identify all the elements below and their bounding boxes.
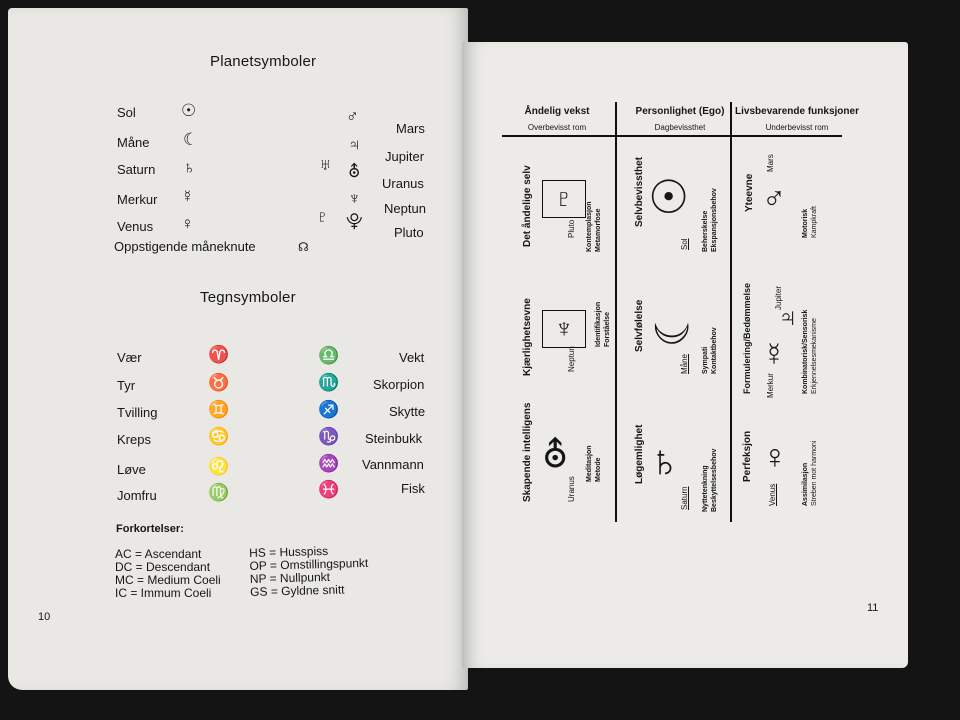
mercury-icon: ☿ (762, 336, 786, 372)
planet-symbols-title: Planetsymboler (210, 53, 317, 70)
cell-title: Perfeksjon (742, 430, 753, 482)
column-subtitle: Dagbevissthet (654, 123, 706, 132)
cell-title: Selvbevissthet (634, 156, 645, 227)
planet-label: Jupiter (774, 285, 783, 310)
abbreviation: IC = Immum Coeli (115, 586, 212, 600)
sagittarius-icon: ♐ (318, 400, 340, 419)
uranus-icon: ♅ (319, 155, 332, 174)
cell-keyword: Erkjennelsesmekanisme (811, 318, 818, 394)
cell-keyword: Kombinatorisk/Sensorisk (802, 309, 809, 394)
abbreviations-right (249, 544, 369, 599)
pluto-icon: ♇ (316, 207, 329, 226)
moon-icon: ☾ (183, 130, 199, 149)
cell-title: Skapende intelligens (522, 402, 533, 502)
leo-icon: ♌ (208, 457, 230, 476)
cell-keyword: Assimilasjon (802, 462, 809, 506)
cell-keyword: Motorisk (802, 208, 809, 238)
sun-icon: ☉ (181, 101, 197, 120)
planet-label: Pluto (567, 219, 576, 238)
capricorn-icon: ♑ (318, 427, 340, 446)
planet-label: Saturn (680, 486, 689, 510)
aquarius-icon: ♒ (318, 454, 340, 473)
uranus-icon: ⛢ (542, 434, 569, 475)
neptune-box-icon: ♆ (542, 310, 586, 348)
cell-keyword: Beskyttelsesbehov (711, 448, 718, 512)
jupiter-icon: ♃ (348, 135, 361, 154)
planet-label: Saturn (117, 162, 156, 177)
planet-label: Merkur (117, 192, 158, 207)
header-rule (502, 135, 842, 137)
sign-label: Tvilling (117, 405, 158, 420)
venus-icon: ♀ (181, 214, 194, 233)
jupiter-icon: ♃ (778, 302, 798, 332)
planet-label: Venus (117, 219, 154, 234)
abbreviation: AC = Ascendant (115, 547, 202, 561)
sign-label: Kreps (117, 432, 151, 447)
abbreviation: NP = Nullpunkt (249, 569, 331, 586)
right-page (462, 42, 908, 668)
scorpio-icon: ♏ (318, 373, 340, 392)
column-subtitle: Underbevisst rom (765, 123, 829, 132)
sign-label: Vær (117, 350, 142, 365)
column-divider (615, 102, 617, 522)
mars-icon: ♂ (762, 180, 786, 216)
cell-keyword: Metode (595, 457, 602, 482)
gemini-icon: ♊ (208, 400, 230, 419)
cancer-icon: ♋ (208, 427, 230, 446)
neptune-icon: ♆ (348, 189, 361, 208)
cell-title: Formulering/Bedømmelse (742, 282, 752, 394)
sign-label: Skorpion (373, 377, 425, 392)
cell-keyword: Metamorfose (595, 208, 602, 252)
cell-title: Selvfølelse (634, 299, 645, 352)
cell-title: Løgemlighet (634, 424, 645, 484)
cell-keyword: Identifikasjon (595, 301, 602, 347)
sign-label: Steinbukk (365, 431, 423, 446)
planet-label: Venus (768, 483, 777, 506)
cell-title: Det åndelige selv (522, 165, 533, 247)
abbreviation: DC = Descendant (115, 560, 211, 574)
mars-icon: ♂ (346, 107, 359, 126)
uranus-alt-icon: ⛢ (348, 162, 361, 181)
planet-label: Sol (117, 105, 136, 120)
column-title: Åndelig vekst (524, 106, 590, 117)
sign-label: Løve (117, 462, 146, 477)
abbreviation: MC = Medium Coeli (115, 573, 221, 587)
sign-label: Fisk (401, 481, 425, 496)
column-title: Personlighet (Ego) (635, 106, 725, 117)
cell-keyword: Kampkraft (811, 206, 818, 238)
sign-label: Tyr (117, 378, 136, 393)
cell-keyword: Streben mot harmoni (811, 440, 818, 506)
planet-label: Måne (680, 353, 689, 374)
planet-label: Sol (680, 238, 689, 250)
sun-icon: ☉ (648, 171, 690, 223)
page-number: 10 (38, 611, 51, 623)
planet-label: Mars (396, 121, 425, 136)
column-subtitle: Overbevisst rom (527, 123, 587, 132)
ascending-node-icon: ☊ (298, 240, 309, 254)
column-divider (730, 102, 732, 522)
saturn-icon: ♄ (648, 437, 681, 486)
pluto-box-icon: ♇ (542, 180, 586, 218)
column-title: Livsbevarende funksjoner (735, 106, 859, 117)
abbreviation: GS = Gyldne snitt (249, 582, 345, 599)
saturn-icon: ♄ (183, 158, 196, 177)
cell-keyword: Beherskelse (702, 210, 709, 252)
libra-icon: ♎ (318, 346, 340, 365)
taurus-icon: ♉ (208, 373, 230, 392)
page-number: 11 (867, 602, 879, 614)
sign-label: Vannmann (362, 457, 424, 472)
abbreviation: HS = Husspiss (248, 543, 329, 560)
cell-keyword: Meditasjon (586, 445, 593, 482)
planet-label: Uranus (382, 176, 424, 191)
cell-keyword: Forståelse (604, 311, 611, 347)
cell-keyword: Nyttetenkning (702, 465, 709, 512)
cell-title: Kjærlighetsevne (522, 298, 533, 376)
cell-keyword: Sympati (702, 346, 709, 374)
abbreviations-left (115, 548, 221, 600)
planet-label: Pluto (394, 225, 424, 240)
planet-label: Neptun (567, 346, 576, 372)
aries-icon: ♈ (208, 345, 230, 364)
cell-keyword: Ekspansjonsbehov (711, 188, 718, 252)
sign-symbols-title: Tegnsymboler (200, 289, 296, 306)
sign-label: Jomfru (117, 488, 157, 503)
cell-keyword: Kontaktbehov (711, 327, 718, 374)
abbreviations-title: Forkortelser: (116, 523, 184, 535)
sign-label: Vekt (399, 350, 425, 365)
virgo-icon: ♍ (208, 483, 230, 502)
abbreviation: OP = Omstillingspunkt (249, 555, 369, 573)
pluto-alt-icon: ⯓ (346, 212, 363, 231)
node-label: Oppstigende måneknute (114, 239, 256, 254)
venus-icon: ♀ (762, 438, 788, 476)
planet-label: Merkur (766, 373, 775, 398)
left-page (8, 8, 468, 690)
mercury-icon: ☿ (181, 187, 194, 206)
sign-label: Skytte (389, 404, 426, 419)
planet-label: Måne (117, 135, 150, 150)
planet-label: Neptun (384, 201, 426, 216)
planet-label: Mars (766, 154, 775, 172)
cell-keyword: Kontemplasjon (586, 201, 593, 252)
planet-label: Jupiter (385, 149, 425, 164)
moon-icon: ☾ (646, 306, 699, 348)
planet-label: Uranus (567, 476, 576, 502)
pisces-icon: ♓ (318, 480, 340, 499)
cell-title: Yteevne (744, 173, 755, 212)
